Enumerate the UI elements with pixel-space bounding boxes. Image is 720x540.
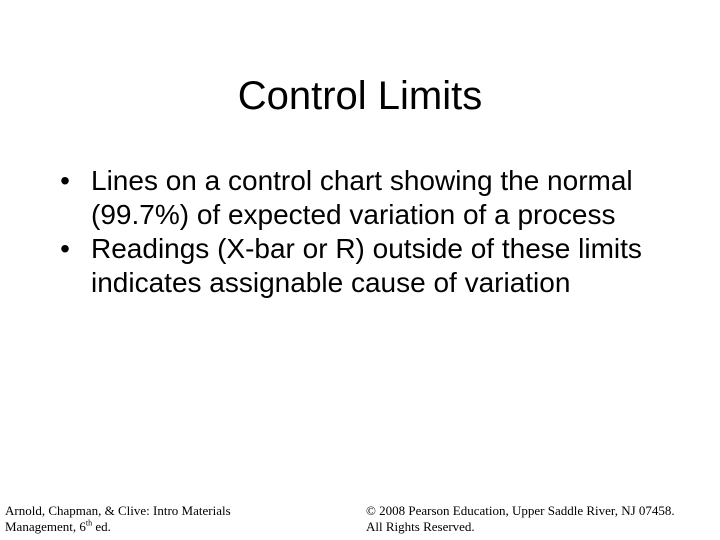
footer-copyright-line1: © 2008 Pearson Education, Upper Saddle River, NJ 07458. <box>366 503 675 518</box>
footer-citation-line2-suffix: ed. <box>92 519 111 534</box>
footer-copyright-line2: All Rights Reserved. <box>366 519 475 534</box>
bullet-text: Lines on a control chart showing the normal (99.7%) of expected variation of a process <box>91 165 633 230</box>
bullet-item-control-limit-definition <box>55 164 675 232</box>
footer-citation-line1: Arnold, Chapman, & Clive: Intro Materials <box>5 503 231 518</box>
bullet-list <box>55 164 675 300</box>
footer-copyright <box>366 503 675 535</box>
footer-citation-line2-text: Management, 6 <box>5 519 86 534</box>
bullet-icon: • <box>60 233 70 264</box>
footer-citation <box>5 503 231 535</box>
slide-title: Control Limits <box>237 74 483 118</box>
bullet-icon: • <box>60 165 70 196</box>
footer-citation-line2 <box>5 519 231 535</box>
bullet-text: Readings (X-bar or R) outside of these limits indicates assignable cause of variation <box>91 233 642 298</box>
bullet-item-assignable-cause <box>55 232 675 300</box>
footer-citation-superscript: th <box>85 518 93 528</box>
